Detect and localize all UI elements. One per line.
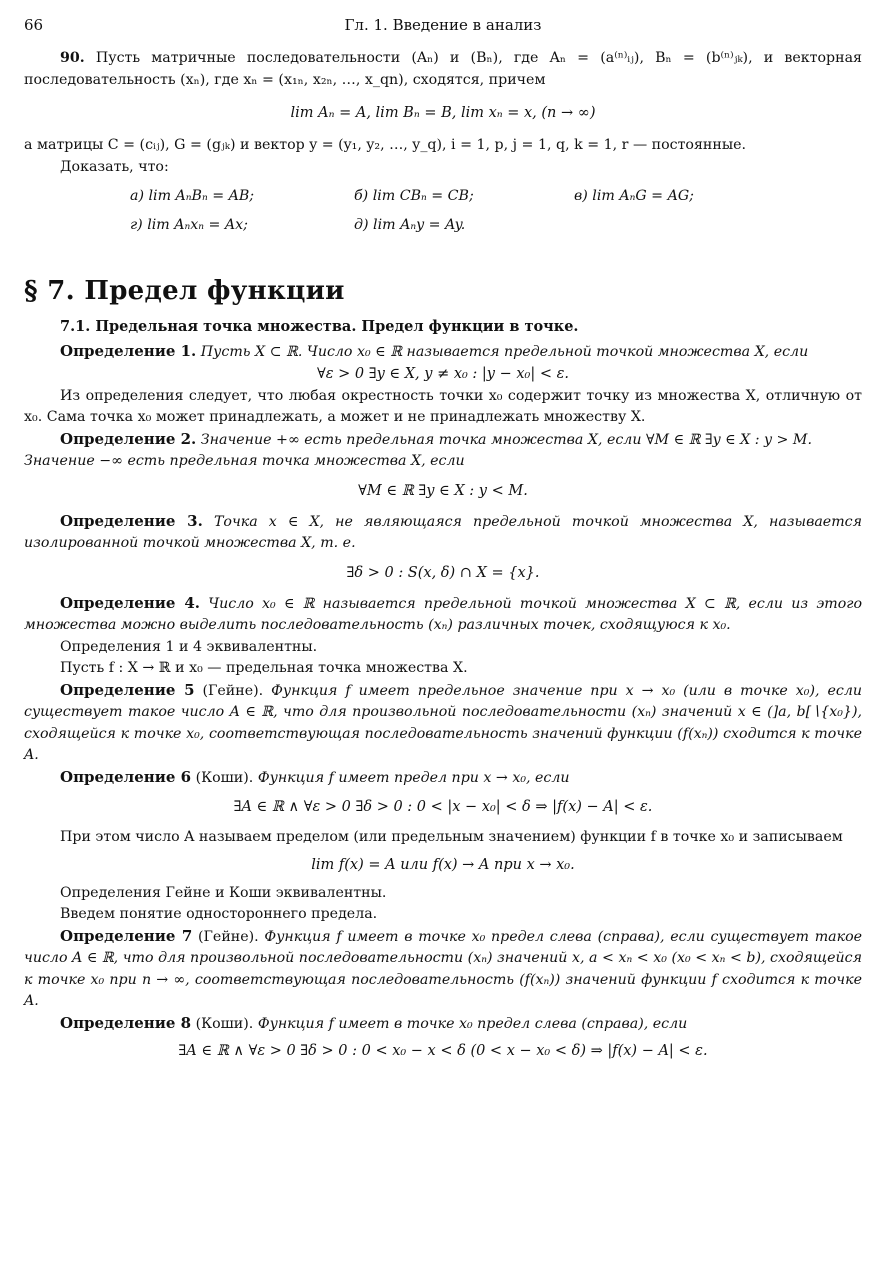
definition-1-text: Пусть X ⊂ ℝ. Число x₀ ∈ ℝ называется предельной точкой множества X, если [200, 344, 809, 360]
definition-6-name: (Коши). [195, 769, 254, 786]
problem-item-g: г) lim Aₙxₙ = Ax; [130, 217, 248, 233]
problem-90-statement [24, 48, 862, 91]
definition-3-heading: Определение 3. [60, 511, 203, 530]
definition-1-heading: Определение 1. [60, 342, 197, 360]
definition-6-heading: Определение 6 [60, 767, 192, 786]
paragraph-neighborhood: Из определения следует, что любая окрестность точки x₀ содержит точку из множества X, отличную от x₀. Сама точка x₀ может принадлежать, а может и не принадлежать множеству X. [24, 387, 862, 425]
definition-2-text: Значение +∞ есть предельная точка множества X, если ∀M ∈ ℝ ∃y ∈ X : y > M. [200, 431, 812, 448]
page-number: 66 [24, 16, 44, 34]
definition-4 [24, 593, 862, 637]
problem-item-v: в) lim AₙG = AG; [574, 188, 694, 204]
problem-item-b: б) lim CBₙ = CB; [354, 188, 474, 204]
paragraph-limit-notation: При этом число A называем пределом (или предельным значением) функции f в точке x₀ и записываем [60, 829, 843, 845]
definition-3-formula: ∃δ > 0 : S(x, δ) ∩ X = {x}. [346, 564, 540, 581]
prove-label: Доказать, что: [60, 158, 169, 175]
definition-8-heading: Определение 8 [60, 1013, 192, 1032]
definition-1-formula: ∀ε > 0 ∃y ∈ X, y ≠ x₀ : |y − x₀| < ε. [316, 365, 569, 382]
definition-2-formula: ∀M ∈ ℝ ∃y ∈ X : y < M. [358, 482, 528, 499]
definition-7 [24, 926, 862, 1013]
paragraph-one-sided-limit: Введем понятие одностороннего предела. [60, 906, 378, 922]
paragraph-let-f: Пусть f : X → ℝ и x₀ — предельная точка множества X. [60, 660, 468, 676]
definition-3 [24, 511, 862, 555]
problem-items-row-1 [24, 188, 862, 211]
definition-7-heading: Определение 7 [60, 926, 193, 945]
problem-limits-formula: lim Aₙ = A, lim Bₙ = B, lim xₙ = x, (n → ∞) [290, 105, 596, 121]
problem-items-row-2 [24, 217, 862, 240]
paragraph-equivalence-1-4: Определения 1 и 4 эквивалентны. [60, 638, 318, 655]
definition-8-text: Функция f имеет в точке x₀ предел слева (справа), если [257, 1015, 688, 1032]
definition-8 [24, 1013, 862, 1036]
definition-2 [24, 429, 862, 452]
problem-number: 90. [60, 50, 85, 66]
definition-6-formula: ∃A ∈ ℝ ∧ ∀ε > 0 ∃δ > 0 : 0 < |x − x₀| < δ ⇒ |f(x) − A| < ε. [233, 799, 653, 815]
textbook-page [24, 14, 862, 1059]
paragraph-heine-cauchy-equivalence: Определения Гейне и Коши эквивалентны. [60, 884, 387, 901]
problem-constants-text: а матрицы C = (cᵢⱼ), G = (gⱼₖ) и вектор y = (y₁, y₂, …, y_q), i = 1, p, j = 1, q, k = 1, r — постоянные. [24, 137, 747, 153]
subsection-title: 7.1. Предельная точка множества. Предел функции в точке. [60, 318, 579, 335]
definition-4-heading: Определение 4. [60, 593, 200, 612]
definition-5-text: Функция f имеет предельное значение при x → x₀ (или в точке x₀), если существует такое число A ∈ ℝ, что для произвольной последовательности (xₙ) значений x ∈ (]a, b[∖{x₀}), сходящейся к точке x₀, соответствующая последовательность значений функции (f(xₙ)) сходится к точке A. [24, 682, 863, 763]
definition-6-text: Функция f имеет предел при x → x₀, если [257, 769, 570, 786]
definition-5-heading: Определение 5 [60, 680, 195, 699]
definition-1 [24, 341, 862, 364]
section-title: § 7. Предел функции [24, 276, 345, 306]
definition-6 [24, 767, 862, 790]
definition-5-name: (Гейне). [202, 682, 264, 699]
definition-4-text: Число x₀ ∈ ℝ называется предельной точкой множества X ⊂ ℝ, если из этого множества можно выделить последовательность (xₙ) различных точек, сходящуюся к x₀. [24, 595, 862, 633]
page-header [24, 14, 862, 42]
definition-2-text-minus: Значение −∞ есть предельная точка множества X, если [24, 453, 465, 469]
definition-7-name: (Гейне). [198, 928, 259, 945]
problem-text: Пусть матричные последовательности (Aₙ) и (Bₙ), где Aₙ = (a⁽ⁿ⁾ᵢⱼ), Bₙ = (b⁽ⁿ⁾ⱼₖ), и векторная последовательность (xₙ), где xₙ = (x₁ₙ, x₂ₙ, …, x_qn), сходятся, причем [24, 50, 862, 88]
limit-notation-formula: lim f(x) = A или f(x) → A при x → x₀. [311, 856, 575, 873]
running-title: Гл. 1. Введение в анализ [344, 16, 542, 34]
problem-item-a: а) lim AₙBₙ = AB; [130, 188, 255, 204]
definition-8-formula: ∃A ∈ ℝ ∧ ∀ε > 0 ∃δ > 0 : 0 < x₀ − x < δ (0 < x − x₀ < δ) ⇒ |f(x) − A| < ε. [178, 1043, 708, 1059]
definition-2-heading: Определение 2. [60, 429, 197, 448]
definition-8-name: (Коши). [195, 1015, 254, 1032]
problem-item-d: д) lim Aₙy = Ay. [354, 217, 466, 233]
definition-3-text: Точка x ∈ X, не являющаяся предельной точкой множества X, называется изолированной точкой множества X, т. е. [24, 513, 862, 551]
definition-7-text: Функция f имеет в точке x₀ предел слева (справа), если существует такое число A ∈ ℝ, что для произвольной последовательности (xₙ) значений x, a < xₙ < x₀ (x₀ < xₙ < b), сходящейся к точке x₀ при n → ∞, соответствующая последовательность (f(xₙ)) значений функции f сходится к точке A. [24, 928, 863, 1009]
definition-5 [24, 680, 862, 767]
